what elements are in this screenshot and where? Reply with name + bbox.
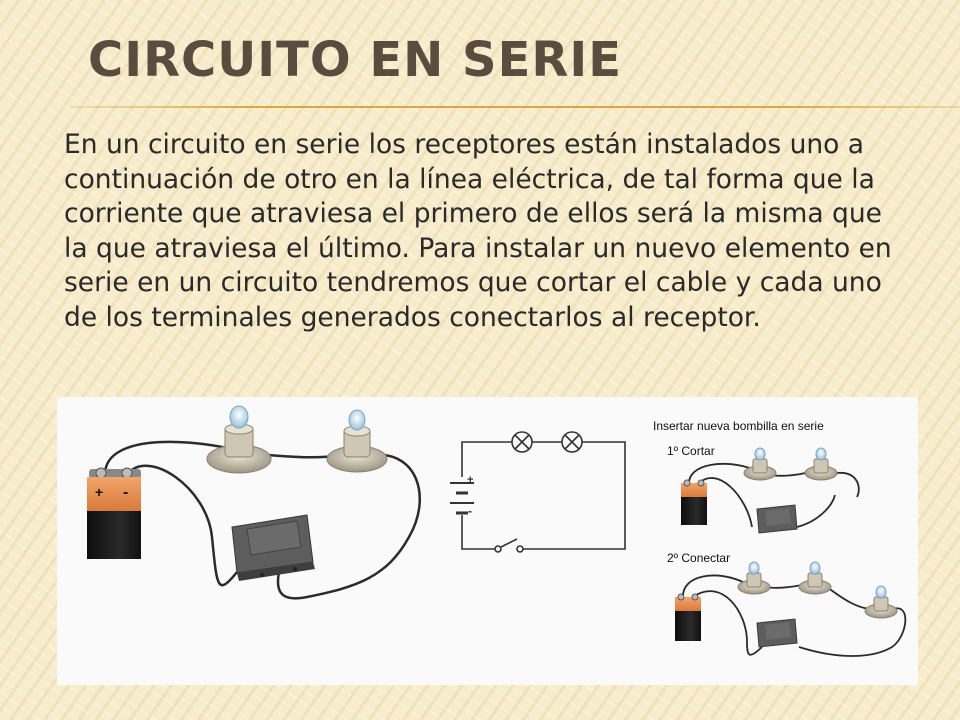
bulb-icon	[207, 406, 271, 473]
schematic-plus-label: +	[467, 474, 474, 486]
figure-caption: Insertar nueva bombilla en serie	[653, 419, 824, 433]
bulb-icon	[805, 448, 837, 480]
wire	[127, 466, 237, 585]
battery-icon	[675, 594, 701, 641]
step-1-diagram	[681, 448, 859, 533]
battery-icon	[681, 480, 707, 525]
bulb-icon	[744, 448, 776, 480]
bulb-icon	[327, 410, 387, 472]
step-2-label: 2º Conectar	[667, 551, 731, 565]
battery-icon	[87, 468, 141, 559]
schematic-minus-label: -	[468, 504, 472, 518]
circuit-figure	[57, 397, 918, 685]
bulb-icon	[799, 562, 831, 594]
lamp-symbol-icon	[512, 432, 532, 452]
body-paragraph: En un circuito en serie los receptores están instalados uno a continuación de otro en la línea eléctrica, de tal forma que la corriente que atraviesa el primero de ellos será la misma que la que atraviesa el último. Para instalar un nuevo elemento en serie en un circuito tendremos que cortar el cable y cada uno de los terminales generados conectarlos al receptor.	[64, 129, 892, 333]
battery-plus-label: +	[95, 484, 104, 500]
circuit-schematic	[450, 432, 625, 552]
bulb-icon	[738, 562, 770, 594]
battery-minus-label: -	[123, 484, 129, 501]
step-2-diagram	[675, 562, 905, 656]
bulb-icon	[865, 586, 897, 618]
slide-title: CIRCUITO EN SERIE	[88, 32, 623, 88]
switch-icon	[757, 505, 797, 533]
step-1-label: 1º Cortar	[667, 444, 715, 458]
title-divider	[70, 106, 960, 108]
switch-icon	[757, 619, 797, 647]
lamp-symbol-icon	[562, 432, 582, 452]
switch-icon	[232, 515, 315, 581]
physical-circuit	[87, 406, 420, 598]
